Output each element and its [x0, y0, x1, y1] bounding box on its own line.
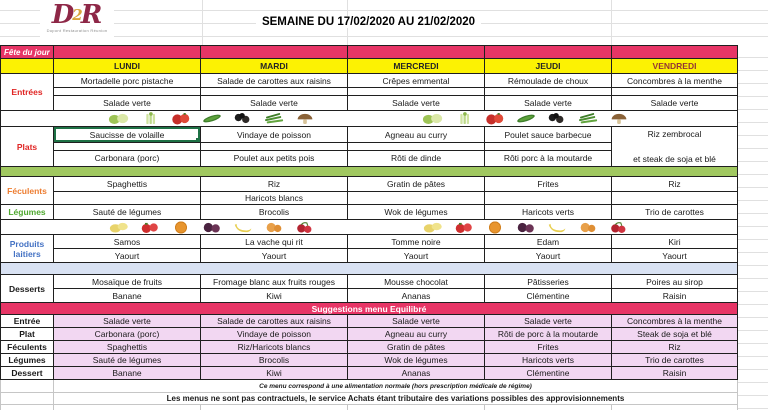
day-header-mercredi[interactable]: MERCREDI	[348, 59, 485, 74]
sugg-plat-vendredi[interactable]: Steak de soja et blé	[612, 328, 738, 341]
orange-icon	[484, 221, 506, 234]
blue-divider[interactable]	[1, 263, 738, 275]
plat2-mardi[interactable]: Poulet aux petits pois	[201, 150, 348, 166]
fruit-lundi[interactable]: Banane	[54, 289, 201, 303]
empty-cell[interactable]	[1, 393, 54, 405]
plat2-jeudi[interactable]: Rôti porc à la moutarde	[485, 150, 612, 166]
fruits-illustration[interactable]	[1, 220, 738, 235]
plat-vendredi-line2: et steak de soja et blé	[633, 154, 716, 164]
empty-cell[interactable]	[612, 88, 738, 96]
sugg-legume-jeudi[interactable]: Haricots verts	[485, 354, 612, 367]
sugg-plat-mercredi[interactable]: Agneau au curry	[348, 328, 485, 341]
legume-vendredi[interactable]: Trio de carottes	[612, 205, 738, 220]
laitiers-label-line2: laitiers	[13, 248, 41, 259]
weekly-menu-table	[0, 45, 738, 410]
orange-icon	[170, 221, 192, 234]
entree-vendredi[interactable]: Concombres à la menthe	[612, 74, 738, 88]
legumes-label[interactable]: Légumes	[1, 205, 54, 220]
sugg-legume-mercredi[interactable]: Wok de légumes	[348, 354, 485, 367]
laitier-mardi[interactable]: La vache qui rit	[201, 235, 348, 249]
logo-letter-r: R	[80, 0, 103, 30]
feculents-row-1	[1, 177, 738, 192]
footer-note-1-row	[1, 380, 738, 393]
mushroom-icon	[608, 112, 630, 125]
footer-note-1: Ce menu correspond à une alimentation normale (hors prescription médicale de régime)	[54, 380, 738, 393]
sugg-dessert-vendredi[interactable]: Raisin	[612, 367, 738, 380]
sugg-entree-vendredi[interactable]: Concombres à la menthe	[612, 315, 738, 328]
desserts-row-2	[1, 289, 738, 303]
suggestions-header[interactable]: Suggestions menu Equilibré	[1, 303, 738, 315]
yaourt-mercredi[interactable]: Yaourt	[348, 249, 485, 263]
footer-note-2: Les menus ne sont pas contractuels, le service Achats étant tributaire des variations possibles des approvisionnements	[54, 393, 738, 405]
plats-label[interactable]: Plats	[1, 127, 54, 167]
sugg-legume-lundi[interactable]: Sauté de légumes	[54, 354, 201, 367]
empty-cell[interactable]	[54, 143, 201, 151]
sugg-feculent-mercredi[interactable]: Gratin de pâtes	[348, 341, 485, 354]
plat-mardi[interactable]: Vindaye de poisson	[201, 127, 348, 143]
tomato-icon	[170, 112, 192, 125]
feculent-lundi[interactable]: Spaghettis	[54, 177, 201, 192]
suggestion-entree-label[interactable]: Entrée	[1, 315, 54, 328]
dessert-jeudi[interactable]: Pâtisseries	[485, 275, 612, 289]
vegetables-illustration[interactable]	[1, 111, 738, 127]
green-divider[interactable]	[1, 167, 738, 177]
laitiers-row-2	[1, 249, 738, 263]
sugg-dessert-jeudi[interactable]: Clémentine	[485, 367, 612, 380]
day-header-jeudi[interactable]: JEUDI	[485, 59, 612, 74]
plat2-lundi[interactable]: Carbonara (porc)	[54, 150, 201, 166]
banana-icon	[546, 221, 568, 234]
olives-icon	[546, 112, 568, 125]
feculent2-lundi[interactable]	[54, 192, 201, 205]
sugg-feculent-vendredi[interactable]: Riz	[612, 341, 738, 354]
logo-digit-2: 2	[72, 6, 83, 24]
empty-cell[interactable]	[201, 143, 348, 151]
suggestion-dessert-label[interactable]: Dessert	[1, 367, 54, 380]
legume-lundi[interactable]: Sauté de légumes	[54, 205, 201, 220]
salade-lundi[interactable]: Salade verte	[54, 96, 201, 111]
fete-du-jour-label[interactable]: Fête du jour	[1, 46, 54, 59]
sugg-plat-mardi[interactable]: Vindaye de poisson	[201, 328, 348, 341]
suggestion-dessert-row	[1, 367, 738, 380]
yaourt-jeudi[interactable]: Yaourt	[485, 249, 612, 263]
fete-cell-vendredi[interactable]	[612, 46, 738, 59]
plat-lundi-selected-cell[interactable]: Saucisse de volaille	[54, 127, 201, 143]
fete-cell-jeudi[interactable]	[485, 46, 612, 59]
strawberry-icon	[139, 221, 161, 234]
laitier-vendredi[interactable]: Kiri	[612, 235, 738, 249]
yaourt-mardi[interactable]: Yaourt	[201, 249, 348, 263]
day-header-mardi[interactable]: MARDI	[201, 59, 348, 74]
feculent2-jeudi[interactable]	[485, 192, 612, 205]
fruit-mardi[interactable]: Kiwi	[201, 289, 348, 303]
sugg-feculent-lundi[interactable]: Spaghettis	[54, 341, 201, 354]
entrees-label[interactable]: Entrées	[1, 74, 54, 111]
suggestion-feculents-label[interactable]: Féculents	[1, 341, 54, 354]
empty-cell[interactable]	[1, 380, 54, 393]
entree-jeudi[interactable]: Rémoulade de choux	[485, 74, 612, 88]
empty-cell[interactable]	[485, 143, 612, 151]
sugg-plat-lundi[interactable]: Carbonara (porc)	[54, 328, 201, 341]
lettuce-icon	[108, 112, 130, 125]
tomato-icon	[484, 112, 506, 125]
celery-icon	[139, 112, 161, 125]
cucumber-icon	[515, 112, 537, 125]
entrees-spacer-row	[1, 88, 738, 96]
dessert-mardi[interactable]: Fromage blanc aux fruits rouges	[201, 275, 348, 289]
sugg-entree-mardi[interactable]: Salade de carottes aux raisins	[201, 315, 348, 328]
empty-cell[interactable]	[348, 143, 485, 151]
fete-cell-mardi[interactable]	[201, 46, 348, 59]
feculents-row-2	[1, 192, 738, 205]
desserts-label[interactable]: Desserts	[1, 275, 54, 303]
blue-divider-row	[1, 263, 738, 275]
feculents-label[interactable]: Féculents	[1, 177, 54, 205]
mushroom-icon	[294, 112, 316, 125]
celery-icon	[453, 112, 475, 125]
produits-laitiers-label[interactable]	[1, 235, 54, 263]
laitier-lundi[interactable]: Samos	[54, 235, 201, 249]
feculent-jeudi[interactable]: Frites	[485, 177, 612, 192]
entrees-row-2	[1, 96, 738, 111]
feculent2-mardi[interactable]: Haricots blancs	[201, 192, 348, 205]
plum-icon	[515, 221, 537, 234]
sugg-entree-lundi[interactable]: Salade verte	[54, 315, 201, 328]
cucumber-icon	[201, 112, 223, 125]
sugg-legume-vendredi[interactable]: Trio de carottes	[612, 354, 738, 367]
footer-note-2-row	[1, 393, 738, 405]
fete-cell-lundi[interactable]	[54, 46, 201, 59]
apricot-icon	[263, 221, 285, 234]
gridline	[0, 10, 768, 11]
sugg-dessert-mardi[interactable]: Kiwi	[201, 367, 348, 380]
suggestion-entree-row	[1, 315, 738, 328]
salade-mardi[interactable]: Salade verte	[201, 96, 348, 111]
cherries-icon	[294, 221, 316, 234]
legume-jeudi[interactable]: Haricots verts	[485, 205, 612, 220]
sugg-plat-jeudi[interactable]: Rôti de porc à la moutarde	[485, 328, 612, 341]
feculent-vendredi[interactable]: Riz	[612, 177, 738, 192]
gridline	[0, 36, 768, 37]
suggestion-legumes-row	[1, 354, 738, 367]
fruits-group	[422, 221, 630, 234]
feculent2-mercredi[interactable]	[348, 192, 485, 205]
desserts-row-1	[1, 275, 738, 289]
empty-cell[interactable]	[54, 405, 201, 410]
fete-du-jour-row	[1, 46, 738, 59]
plat2-mercredi[interactable]: Rôti de dinde	[348, 150, 485, 166]
salade-jeudi[interactable]: Salade verte	[485, 96, 612, 111]
vegetables-group	[108, 112, 316, 125]
legume-mercredi[interactable]: Wok de légumes	[348, 205, 485, 220]
laitiers-label-line1: Produits	[9, 238, 45, 249]
empty-cell[interactable]	[201, 88, 348, 96]
logo-caption: Dupont Restauration Réunion	[46, 28, 108, 33]
lemon-icon	[108, 221, 130, 234]
plat-vendredi-merged[interactable]	[612, 127, 738, 167]
suggestion-plat-label[interactable]: Plat	[1, 328, 54, 341]
day-header-row	[1, 59, 738, 74]
sugg-dessert-mercredi[interactable]: Ananas	[348, 367, 485, 380]
laitier-jeudi[interactable]: Edam	[485, 235, 612, 249]
entrees-row-1	[1, 74, 738, 88]
empty-cell[interactable]	[201, 405, 348, 410]
fruit-mercredi[interactable]: Ananas	[348, 289, 485, 303]
vegetables-group	[422, 112, 630, 125]
day-header-spacer[interactable]	[1, 59, 54, 74]
salade-mercredi[interactable]: Salade verte	[348, 96, 485, 111]
day-header-vendredi[interactable]: VENDREDI	[612, 59, 738, 74]
banana-icon	[232, 221, 254, 234]
fruit-jeudi[interactable]: Clémentine	[485, 289, 612, 303]
suggestion-legumes-label[interactable]: Légumes	[1, 354, 54, 367]
sugg-legume-mardi[interactable]: Brocolis	[201, 354, 348, 367]
fruits-illustration-row	[1, 220, 738, 235]
plat-mercredi[interactable]: Agneau au curry	[348, 127, 485, 143]
page-title: SEMAINE DU 17/02/2020 AU 21/02/2020	[0, 16, 737, 28]
salade-vendredi[interactable]: Salade verte	[612, 96, 738, 111]
laitier-mercredi[interactable]: Tomme noire	[348, 235, 485, 249]
yaourt-vendredi[interactable]: Yaourt	[612, 249, 738, 263]
plat-vendredi-line1: Riz zembrocal	[647, 129, 702, 139]
empty-cell[interactable]	[485, 88, 612, 96]
dessert-vendredi[interactable]: Poires au sirop	[612, 275, 738, 289]
strawberry-icon	[453, 221, 475, 234]
entree-mercredi[interactable]: Crêpes emmental	[348, 74, 485, 88]
plats-row-1	[1, 127, 738, 143]
sugg-entree-jeudi[interactable]: Salade verte	[485, 315, 612, 328]
fete-cell-mercredi[interactable]	[348, 46, 485, 59]
sheet-header	[0, 0, 768, 45]
fruit-vendredi[interactable]: Raisin	[612, 289, 738, 303]
green-beans-icon	[577, 112, 599, 125]
feculent2-vendredi[interactable]	[612, 192, 738, 205]
plum-icon	[201, 221, 223, 234]
fruits-group	[108, 221, 316, 234]
apricot-icon	[577, 221, 599, 234]
dessert-lundi[interactable]: Mosaïque de fruits	[54, 275, 201, 289]
suggestion-plat-row	[1, 328, 738, 341]
feculent-mercredi[interactable]: Gratin de pâtes	[348, 177, 485, 192]
cherries-icon	[608, 221, 630, 234]
empty-cell[interactable]	[348, 88, 485, 96]
plat-jeudi[interactable]: Poulet sauce barbecue	[485, 127, 612, 143]
sugg-feculent-mardi[interactable]: Riz/Haricots blancs	[201, 341, 348, 354]
feculent-mardi[interactable]: Riz	[201, 177, 348, 192]
sugg-entree-mercredi[interactable]: Salade verte	[348, 315, 485, 328]
green-divider-row	[1, 167, 738, 177]
yaourt-lundi[interactable]: Yaourt	[54, 249, 201, 263]
lettuce-icon	[422, 112, 444, 125]
olives-icon	[232, 112, 254, 125]
vegetables-illustration-row	[1, 111, 738, 127]
empty-cell[interactable]	[612, 405, 738, 410]
empty-grid-gutter	[737, 45, 768, 410]
empty-cell[interactable]	[348, 405, 485, 410]
empty-cell[interactable]	[54, 88, 201, 96]
laitiers-row-1	[1, 235, 738, 249]
suggestions-header-row	[1, 303, 738, 315]
sugg-dessert-lundi[interactable]: Banane	[54, 367, 201, 380]
bottom-empty-row	[1, 405, 738, 410]
green-beans-icon	[263, 112, 285, 125]
dessert-mercredi[interactable]: Mousse chocolat	[348, 275, 485, 289]
day-header-lundi[interactable]: LUNDI	[54, 59, 201, 74]
logo-letter-d: D	[51, 0, 75, 30]
sugg-feculent-jeudi[interactable]: Frites	[485, 341, 612, 354]
entree-lundi[interactable]: Mortadelle porc pistache	[54, 74, 201, 88]
legumes-row	[1, 205, 738, 220]
entree-mardi[interactable]: Salade de carottes aux raisins	[201, 74, 348, 88]
legume-mardi[interactable]: Brocolis	[201, 205, 348, 220]
lemon-icon	[422, 221, 444, 234]
suggestion-feculents-row	[1, 341, 738, 354]
empty-cell[interactable]	[485, 405, 612, 410]
empty-cell[interactable]	[1, 405, 54, 410]
